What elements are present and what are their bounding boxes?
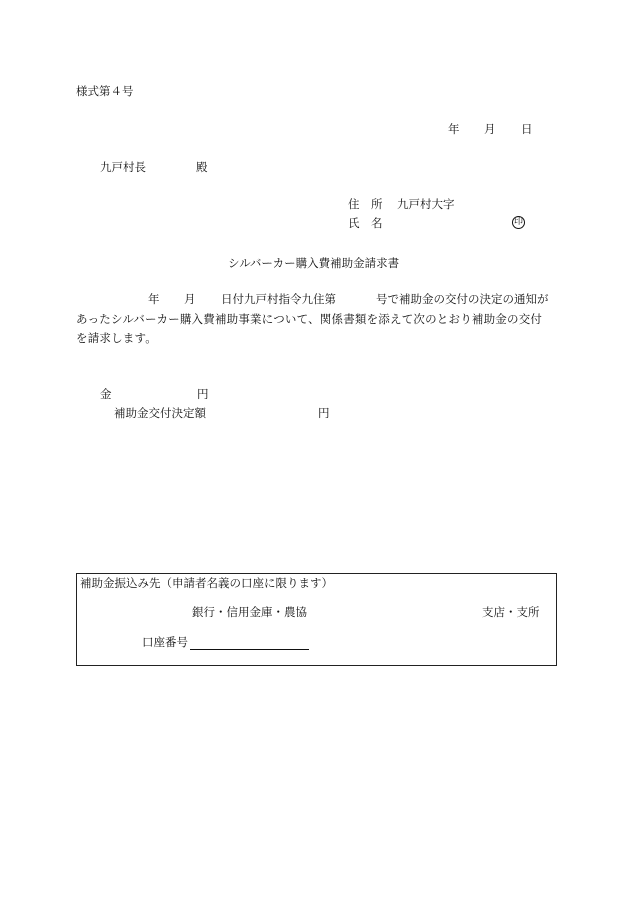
document-title: シルバーカー購入費補助金請求書 (228, 256, 400, 270)
addressee-title: 九戸村長 (100, 160, 146, 174)
addressee-honorific: 殿 (196, 160, 208, 174)
branch-types: 支店・支所 (482, 605, 540, 619)
body-month: 月 (184, 292, 196, 306)
decision-amount-label: 補助金交付決定額 (114, 406, 206, 420)
name-label: 氏 名 (348, 216, 383, 230)
body-line1-end: 号で補助金の交付の決定の通知が (376, 292, 549, 306)
address-value: 九戸村大字 (397, 197, 455, 211)
account-number-underline (190, 649, 309, 650)
date-day-label: 日 (521, 122, 533, 136)
amount-unit: 円 (197, 387, 209, 401)
date-month-label: 月 (484, 122, 496, 136)
decision-amount-unit: 円 (318, 406, 330, 420)
body-line3: を請求します。 (76, 331, 157, 345)
body-notice-ref: 日付九戸村指令九住第 (221, 292, 336, 306)
form-number: 様式第４号 (76, 84, 134, 98)
body-year: 年 (148, 292, 160, 306)
address-label: 住 所 (348, 197, 383, 211)
amount-label: 金 (100, 387, 112, 401)
body-line2: あったシルバーカー購入費補助事業について、関係書類を添えて次のとおり補助金の交付 (76, 312, 543, 326)
bank-box-header: 補助金振込み先（申請者名義の口座に限ります） (80, 576, 333, 590)
institution-types: 銀行・信用金庫・農協 (192, 605, 307, 619)
seal-mark: 印 (513, 217, 523, 227)
account-number-label: 口座番号 (142, 635, 188, 649)
date-year-label: 年 (448, 122, 460, 136)
